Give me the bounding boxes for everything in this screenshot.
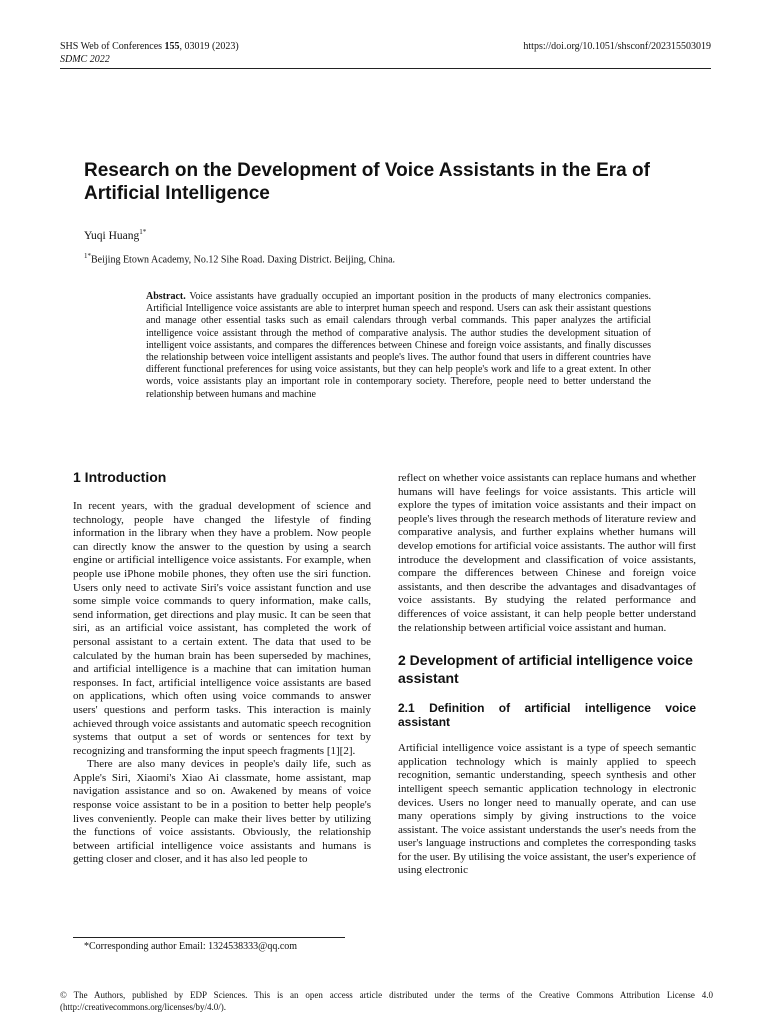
section-heading-introduction: 1 Introduction	[73, 469, 167, 485]
volume-number: 155	[164, 41, 180, 52]
footnote-divider	[73, 937, 345, 938]
body-paragraph: There are also many devices in people's daily life, such as Apple's Siri, Xiaomi's Xiao Ai classmate, home assistant, map navigation assistance and so on. Awakened by means of voice response voice assistant to be in a position to better help people's lives conveniently. People can make their lives better by utilizing the functions of voice assistants. Obviously, the relationship between artificial intelligence voice assistants and humans is getting closer and closer, and it has also led people to	[73, 758, 371, 866]
body-paragraph: reflect on whether voice assistants can replace humans and whether humans will have feelings for voice assistants. This article will explore the types of imitation voice assistants and their impact on people's lives through the research methods of literature review and comparative analysis, and further explains whether humans will develop emotions for artificial voice assistants. The author will first introduce the development and classification of voice assistants, compare the differences between Chinese and foreign voice assistants, and then describe the advantages and disadvantages of voice assistants. By studying the related performance and differences of voice assistant, it can help people better understand the relationship between artificial voice assistant and human.	[398, 472, 696, 634]
right-column	[398, 472, 696, 878]
body-paragraph: In recent years, with the gradual development of science and technology, people have changed the lifestyle of finding information in the library when they have a problem. Now people can directly know the answer to the question by using a search engine or artificial intelligence voice assistants. For example, when people use iPhone mobile phones, they often use the siri function. Users only need to activate Siri's voice assistant function and use some simple voice commands to query information, make calls, send information, get directions and play music. It can be seen that siri, as an artificial voice assistant, has completed the work of personal assistant to a certain extent. The data that used to be calculated by the human brain has been superseded by machines, and artificial intelligence is a machine that can imitation human responses. In fact, artificial intelligence voice assistants are based on applications, which often using voice commands to answer users' questions and perform tasks. This interaction is mainly achieved through voice assistants and automatic speech recognition systems that output a set of words or sentences for text by recognizing and transforming the input speech fragments [1][2].	[73, 500, 371, 757]
license-notice: © The Authors, published by EDP Sciences. This is an open access article distributed under the terms of the Creative Commons Attribution License 4.0 (http://creativecommons.org/licenses/by/4.0/).	[60, 990, 713, 1012]
journal-citation: SHS Web of Conferences 155, 03019 (2023)	[60, 41, 239, 52]
subsection-heading-definition: 2.1 Definition of artificial intelligence voice assistant	[398, 701, 696, 730]
header-divider	[60, 68, 711, 69]
author-line	[84, 228, 146, 242]
left-column	[73, 468, 371, 867]
section-heading-development: 2 Development of artificial intelligence voice assistant	[398, 652, 693, 687]
doi-link[interactable]: https://doi.org/10.1051/shsconf/202315503019	[523, 41, 711, 52]
abstract-text: Voice assistants have gradually occupied an important position in the products of many electronics companies. Artificial Intelligence voice assistants are able to interpret human speech and respond. Users can ask their assistant questions and manage other essential tasks such as email calendars through verbal commands. This paper analyzes the artificial intelligence voice assistant through the method of comparative analysis. The author studies the development situation of intelligent voice assistants, and compares the differences between Chinese and foreign voice assistants, and finally discusses the relationship between voice intelligent assistants and people's lives. The author found that users in different countries have different functional preferences for using voice assistants, but they can help people's work and life to a great extent. In other words, voice assistants play an important role in contemporary society. Therefore, people need to better understand the relationship between humans and machine	[146, 291, 651, 400]
paper-title: Research on the Development of Voice Assistants in the Era of Artificial Intelligence	[84, 160, 650, 204]
abstract-label: Abstract.	[146, 291, 186, 302]
abstract	[146, 291, 651, 401]
affiliation-line	[84, 252, 395, 265]
author-marker: 1*	[139, 228, 147, 236]
running-header-left	[60, 40, 239, 66]
author-name: Yuqi Huang	[84, 229, 140, 242]
corresponding-author-footnote: *Corresponding author Email: 1324538333@qq.com	[84, 941, 298, 952]
conference-name: SDMC 2022	[60, 54, 110, 65]
affiliation-marker: 1*	[84, 252, 91, 260]
body-paragraph: Artificial intelligence voice assistant is a type of speech semantic application technology which is mainly applied to speech recognition, semantic understanding, speech synthesis and other intelligent speech semantic application technology in electronic devices. Users no longer need to manually operate, and can use many operations simply by giving instructions to the voice assistant. The voice assistant understands the user's needs from the user's language instructions and completes the corresponding tasks for the user. By utilising the voice assistant, the user's experience of using electronic	[398, 742, 696, 877]
affiliation-text: Beijing Etown Academy, No.12 Sihe Road. Daxing District. Beijing, China.	[91, 254, 396, 266]
